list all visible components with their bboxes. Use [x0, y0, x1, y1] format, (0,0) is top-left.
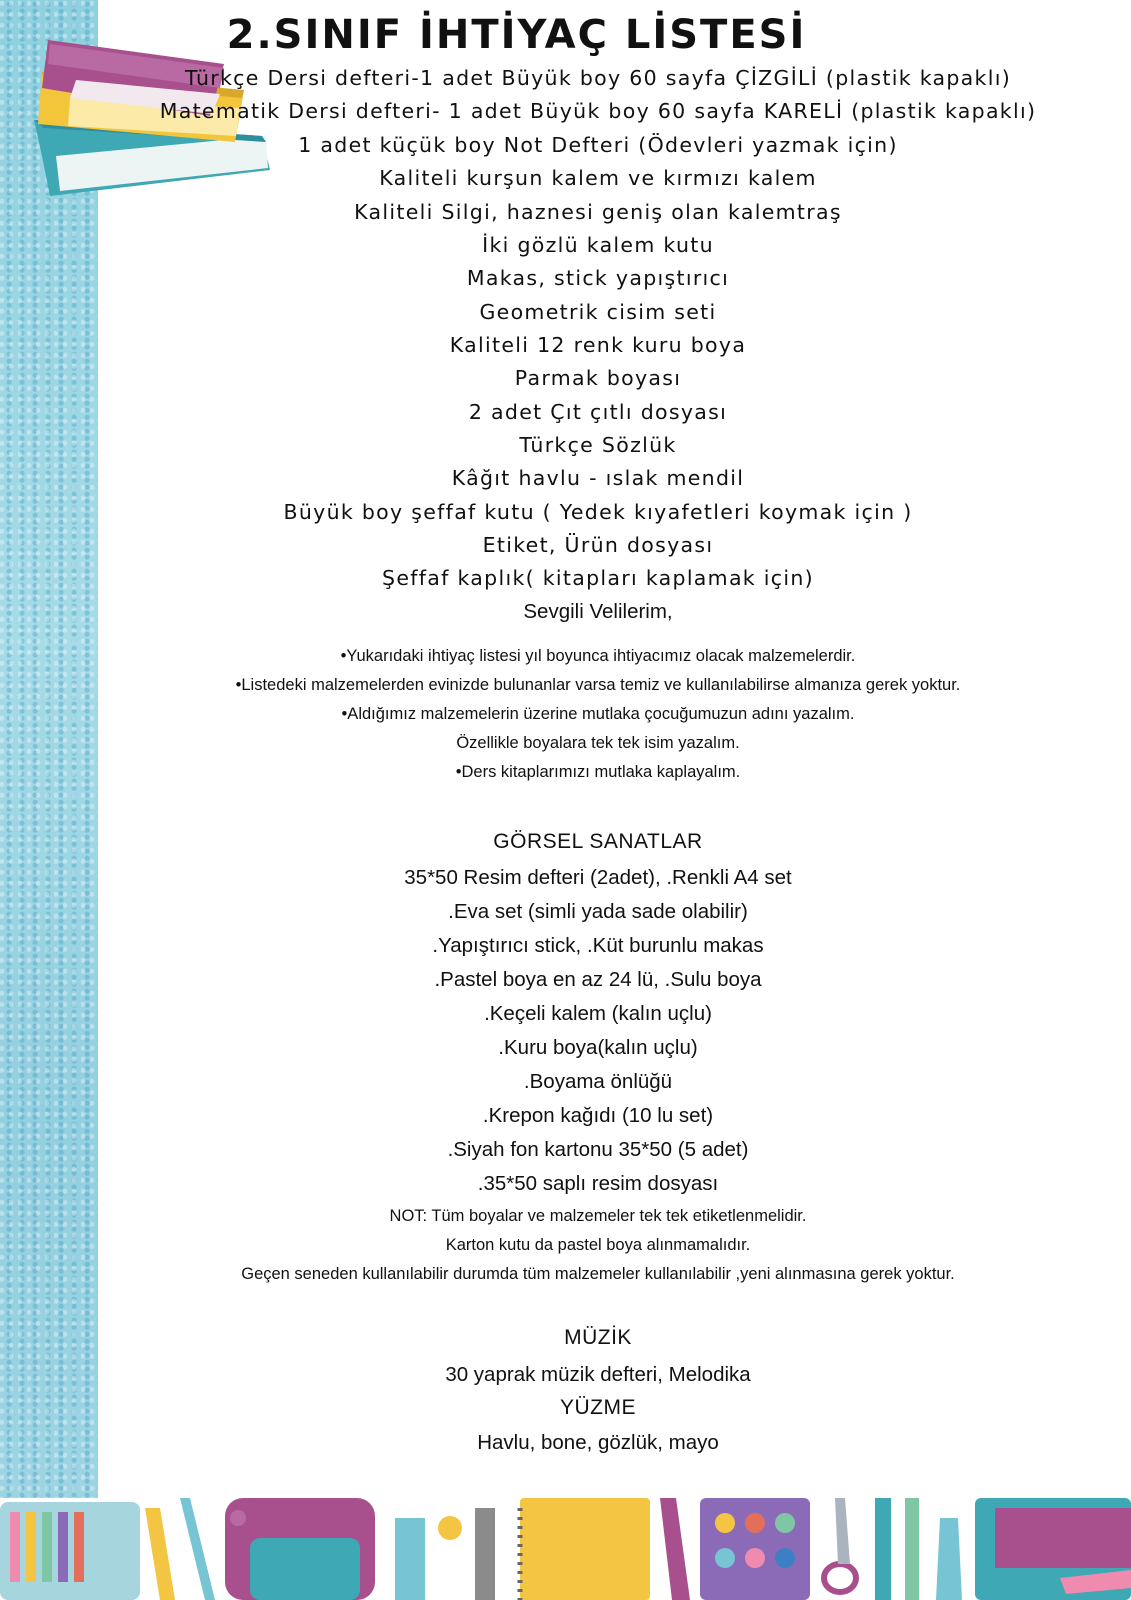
visual-arts-item: 35*50 Resim defteri (2adet), .Renkli A4 set	[404, 866, 792, 889]
supply-item: İki gözlü kalem kutu	[482, 233, 714, 257]
visual-arts-item: .Kuru boya(kalın uçlu)	[498, 1036, 698, 1059]
school-supplies-illustration	[0, 1498, 1131, 1600]
parents-greeting: Sevgili Velilerim,	[523, 600, 673, 623]
supply-item: Büyük boy şeffaf kutu ( Yedek kıyafetleri koymak için )	[283, 500, 913, 524]
supply-item: Kaliteli 12 renk kuru boya	[449, 333, 747, 357]
visual-arts-item: .35*50 saplı resim dosyası	[477, 1172, 719, 1195]
page-title: 2.SINIF İHTİYAÇ LİSTESİ	[226, 12, 807, 58]
school-supplies-border	[0, 1498, 1131, 1600]
parent-note: •Ders kitaplarımızı mutlaka kaplayalım.	[455, 763, 741, 781]
supply-item: Kâğıt havlu - ıslak mendil	[451, 466, 745, 490]
supply-item: Makas, stick yapıştırıcı	[466, 266, 730, 290]
parent-note: Özellikle boyalara tek tek isim yazalım.	[456, 734, 740, 752]
supply-item: Şeffaf kaplık( kitapları kaplamak için)	[382, 566, 814, 590]
swimming-heading: YÜZME	[560, 1396, 636, 1419]
supply-item: Kaliteli kurşun kalem ve kırmızı kalem	[379, 166, 817, 190]
visual-arts-item: .Siyah fon kartonu 35*50 (5 adet)	[447, 1138, 749, 1161]
supply-item: Etiket, Ürün dosyası	[482, 533, 714, 557]
supply-item: 1 adet küçük boy Not Defteri (Ödevleri yazmak için)	[298, 133, 898, 157]
supply-item: Türkçe Sözlük	[519, 433, 677, 457]
visual-arts-item: .Krepon kağıdı (10 lu set)	[482, 1104, 714, 1127]
visual-arts-note: NOT: Tüm boyalar ve malzemeler tek tek etiketlenmelidir.	[389, 1207, 807, 1225]
music-heading: MÜZİK	[564, 1326, 632, 1349]
supply-item: Parmak boyası	[514, 366, 682, 390]
music-items: 30 yaprak müzik defteri, Melodika	[445, 1363, 751, 1386]
parent-note: •Yukarıdaki ihtiyaç listesi yıl boyunca ihtiyacımız olacak malzemelerdir.	[340, 647, 856, 665]
visual-arts-item: .Pastel boya en az 24 lü, .Sulu boya	[434, 968, 762, 991]
visual-arts-heading: GÖRSEL SANATLAR	[493, 830, 703, 853]
supply-item: Türkçe Dersi defteri-1 adet Büyük boy 60 sayfa ÇİZGİLİ (plastik kapaklı)	[184, 66, 1011, 90]
supply-item: Geometrik cisim seti	[479, 300, 717, 324]
visual-arts-item: .Boyama önlüğü	[523, 1070, 673, 1093]
visual-arts-item: .Eva set (simli yada sade olabilir)	[448, 900, 748, 923]
supply-item: 2 adet Çıt çıtlı dosyası	[468, 400, 728, 424]
side-watercolor-strip	[0, 0, 98, 1600]
parent-note: •Aldığımız malzemelerin üzerine mutlaka çocuğumuzun adını yazalım.	[341, 705, 855, 723]
visual-arts-item: .Keçeli kalem (kalın uçlu)	[484, 1002, 712, 1025]
parent-note: •Listedeki malzemelerden evinizde bulunanlar varsa temiz ve kullanılabilirse almanıza gerek yoktur.	[235, 676, 961, 694]
supply-item: Kaliteli Silgi, haznesi geniş olan kalemtraş	[354, 200, 842, 224]
swimming-items: Havlu, bone, gözlük, mayo	[477, 1431, 719, 1454]
supply-item: Matematik Dersi defteri- 1 adet Büyük boy 60 sayfa KARELİ (plastik kapaklı)	[159, 99, 1037, 123]
visual-arts-note: Geçen seneden kullanılabilir durumda tüm malzemeler kullanılabilir ,yeni alınmasına gerek yoktur.	[241, 1265, 955, 1283]
visual-arts-note: Karton kutu da pastel boya alınmamalıdır.	[445, 1236, 751, 1254]
visual-arts-item: .Yapıştırıcı stick, .Küt burunlu makas	[432, 934, 764, 957]
